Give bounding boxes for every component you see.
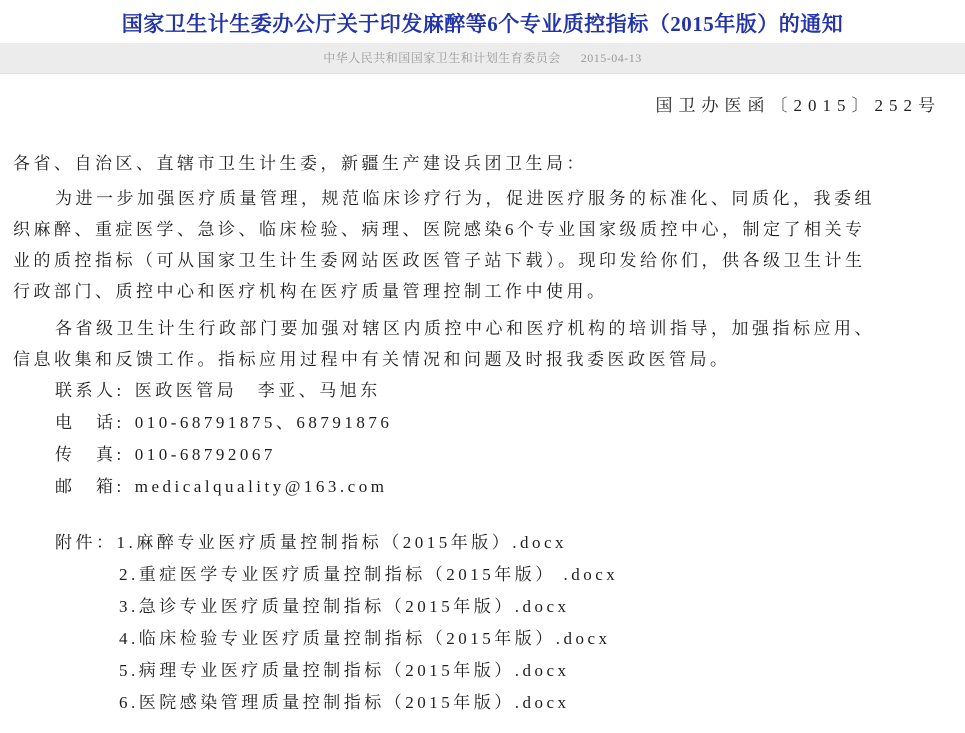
- attachment-filename: 3.急诊专业医疗质量控制指标（2015年版）.docx: [119, 597, 570, 616]
- attachment-filename: 2.重症医学专业医疗质量控制指标（2015年版） .docx: [119, 565, 619, 584]
- contact-label: 电 话:: [55, 413, 125, 432]
- body-paragraph-line: 织麻醉、重症医学、急诊、临床检验、病理、医院感染6个专业国家级质控中心，制定了相关专: [13, 220, 866, 239]
- attachment-filename: 5.病理专业医疗质量控制指标（2015年版）.docx: [119, 661, 570, 680]
- attachment-item: [13, 527, 943, 559]
- contact-phone-line: [13, 407, 943, 439]
- attachment-item: [13, 559, 943, 591]
- paragraph-1: [13, 183, 943, 307]
- notice-body: [0, 148, 965, 719]
- attachment-item: [13, 623, 943, 655]
- paragraph-2: [13, 313, 943, 375]
- attachment-list: [13, 527, 943, 719]
- contact-value: 医政医管局 李亚、马旭东: [134, 381, 381, 400]
- page-title: 国家卫生计生委办公厅关于印发麻醉等6个专业质控指标（2015年版）的通知: [121, 12, 844, 36]
- body-paragraph-line: 为进一步加强医疗质量管理，规范临床诊疗行为，促进医疗服务的标准化、同质化，我委组: [55, 189, 875, 208]
- attachments-label: 附件：: [55, 533, 117, 552]
- body-paragraph-line: 业的质控指标（可从国家卫生计生委网站医政医管子站下载）。现印发给你们，供各级卫生计生: [13, 251, 866, 270]
- contact-label: 传 真:: [55, 445, 125, 464]
- contact-value: medicalquality@163.com: [134, 477, 388, 496]
- document-number: 国卫办医函〔2015〕252号: [655, 96, 941, 115]
- contact-email-line: [13, 471, 943, 503]
- body-paragraph-line: 信息收集和反馈工作。指标应用过程中有关情况和问题及时报我委医政医管局。: [13, 350, 731, 369]
- source-bar: [0, 43, 965, 74]
- attachment-filename: 1.麻醉专业医疗质量控制指标（2015年版）.docx: [116, 533, 568, 552]
- contact-fax-line: [13, 439, 943, 471]
- agency-name: 中华人民共和国国家卫生和计划生育委员会: [323, 51, 561, 65]
- contact-info: [13, 375, 943, 503]
- body-paragraph-line: 行政部门、质控中心和医疗机构在医疗质量管理控制工作中使用。: [13, 282, 608, 301]
- salutation-line: 各省、自治区、直辖市卫生计生委，新疆生产建设兵团卫生局：: [13, 154, 587, 173]
- contact-label: 邮 箱:: [55, 477, 125, 496]
- contact-label: 联系人:: [55, 381, 125, 400]
- publish-date: 2015-04-13: [580, 51, 642, 65]
- attachment-item: [13, 687, 943, 719]
- body-paragraph-line: 各省级卫生计生行政部门要加强对辖区内质控中心和医疗机构的培训指导，加强指标应用、: [55, 319, 875, 338]
- contact-value: 010-68791875、68791876: [134, 413, 393, 432]
- attachment-item: [13, 591, 943, 623]
- contact-value: 010-68792067: [134, 445, 276, 464]
- attachment-filename: 6.医院感染管理质量控制指标（2015年版）.docx: [119, 693, 570, 712]
- attachment-item: [13, 655, 943, 687]
- attachment-filename: 4.临床检验专业医疗质量控制指标（2015年版）.docx: [119, 629, 611, 648]
- contact-person-line: [13, 375, 943, 407]
